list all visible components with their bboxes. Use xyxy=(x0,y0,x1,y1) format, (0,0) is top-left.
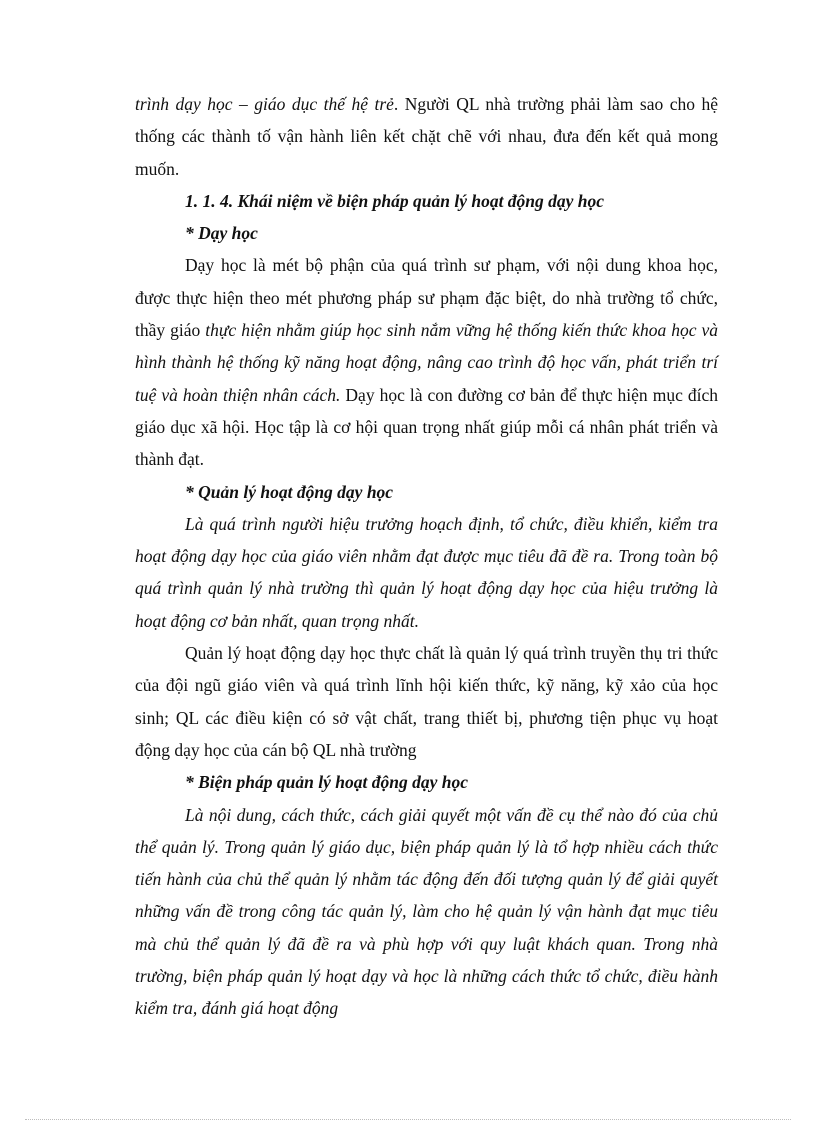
paragraph-italic-definition: Là quá trình người hiệu trưởng hoạch định, tổ chức, điều khiển, kiểm tra hoạt động dạy học của giáo viên nhằm đạt được mục tiêu đã đề ra. Trong toàn bộ quá trình quản lý nhà trường thì quản lý hoạt động dạy học của hiệu trưởng là hoạt động cơ bản nhất, quan trọng nhất. xyxy=(135,513,718,631)
document-page xyxy=(135,88,718,1025)
italic-text: thực hiện nhằm giúp học sinh nắm vững hệ thống kiến thức khoa học và hình thành hệ thống kỹ năng hoạt động, nâng cao trình độ học vấn, phát triển trí tuệ và hoàn thiện nhân cách. xyxy=(135,320,718,405)
paragraph-day-hoc xyxy=(135,249,718,475)
paragraph-continuation xyxy=(135,88,718,185)
paragraph-quan-ly-thuc-chat: Quản lý hoạt động dạy học thực chất là quản lý quá trình truyền thụ tri thức của đội ngũ giáo viên và quá trình lĩnh hội kiến thức, kỹ năng, kỹ xảo của học sinh; QL các điều kiện có sở vật chất, trang thiết bị, phương tiện phục vụ hoạt động dạy học của cán bộ QL nhà trường xyxy=(135,643,718,760)
paragraph-text: Dạy học là mét bộ phận của quá trình sư phạm, với nội dung khoa học, được thực hiện theo mét phương pháp sư phạm đặc biệt, do nhà trường tổ chức, thầy giáo xyxy=(135,255,718,341)
paragraph-text: Dạy học là con đường cơ bản để thực hiện mục đích giáo dục xã hội. Học tập là cơ hội quan trọng nhất giúp mỗi cá nhân phát triển và thành đạt. xyxy=(135,384,718,470)
page-bottom-divider xyxy=(25,1119,791,1120)
paragraph-bien-phap-definition: Là nội dung, cách thức, cách giải quyết một vấn đề cụ thể nào đó của chủ thể quản lý. Trong quản lý giáo dục, biện pháp quản lý là tổ hợp nhiều cách thức tiến hành của chủ thể quản lý nhằm tác động đến đối tượng quản lý để giải quyết những vấn đề trong công tác quản lý, làm cho hệ quản lý vận hành đạt mục tiêu mà chủ thể quản lý đã đề ra và phù hợp với quy luật khách quan. Trong nhà trường, biện pháp quản lý hoạt dạy và học là những cách thức tổ chức, điều hành kiểm tra, đánh giá hoạt động xyxy=(135,804,718,1019)
subheading-quan-ly-hoat-dong-day-hoc: * Quản lý hoạt động dạy học xyxy=(185,481,394,502)
section-heading: 1. 1. 4. Khái niệm về biện pháp quản lý hoạt động dạy học xyxy=(185,190,605,211)
paragraph-text: . Người QL nhà trường phải làm sao cho hệ thống các thành tố vận hành liên kết chặt chẽ với nhau, đưa đến kết quả mong muốn. xyxy=(135,94,718,179)
subheading-bien-phap: * Biện pháp quản lý hoạt động dạy học xyxy=(185,772,468,793)
italic-lead-text: trình dạy học – giáo dục thế hệ trẻ xyxy=(135,94,394,114)
subheading-day-hoc: * Dạy học xyxy=(185,223,258,244)
